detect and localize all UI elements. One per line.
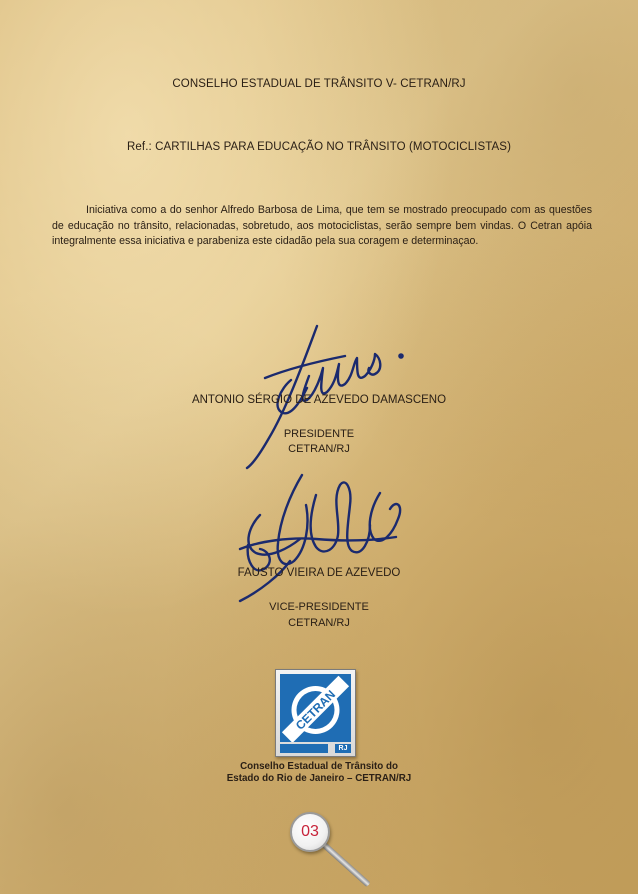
reference-line: Ref.: CARTILHAS PARA EDUCAÇÃO NO TRÂNSITO (MOTOCICLISTAS) xyxy=(127,141,511,153)
cetran-logo-band xyxy=(280,744,328,753)
president-org: CETRAN/RJ xyxy=(288,443,350,455)
cetran-logo xyxy=(275,669,356,757)
president-name: ANTONIO SÉRGIO DE AZEVEDO DAMASCENO xyxy=(191,394,447,406)
logo-caption-line2: Estado do Rio de Janeiro – CETRAN/RJ xyxy=(226,773,412,784)
signature-vice-president xyxy=(220,465,420,615)
page-number: 03 xyxy=(290,812,330,852)
cetran-logo-text: CETRAN xyxy=(292,687,339,733)
cetran-logo-emblem xyxy=(280,674,351,742)
vice-president-title: VICE-PRESIDENTE xyxy=(269,601,369,613)
council-title: CONSELHO ESTADUAL DE TRÂNSITO V- CETRAN/RJ xyxy=(172,78,466,90)
vice-president-org: CETRAN/RJ xyxy=(288,617,350,629)
magnifier-handle-icon xyxy=(319,840,371,887)
vice-president-name: FAUSTO VIEIRA DE AZEVEDO xyxy=(237,567,401,579)
logo-caption-line1: Conselho Estadual de Trânsito do xyxy=(240,761,398,772)
cetran-emblem-graphic xyxy=(280,674,351,742)
body-paragraph xyxy=(52,203,592,250)
cetran-logo-badge: RJ xyxy=(335,744,351,753)
president-title: PRESIDENTE xyxy=(283,428,355,440)
body-paragraph-text: Iniciativa como a do senhor Alfredo Barbosa de Lima, que tem se mostrado preocupado com as questões de educação no trânsito, relacionadas, sobretudo, aos motociclistas, serão sempre bem vindas. O Cetran apóia integralmente essa iniciativa e parabeniza este cidadão pela sua coragem e determinaçao. xyxy=(52,204,592,247)
